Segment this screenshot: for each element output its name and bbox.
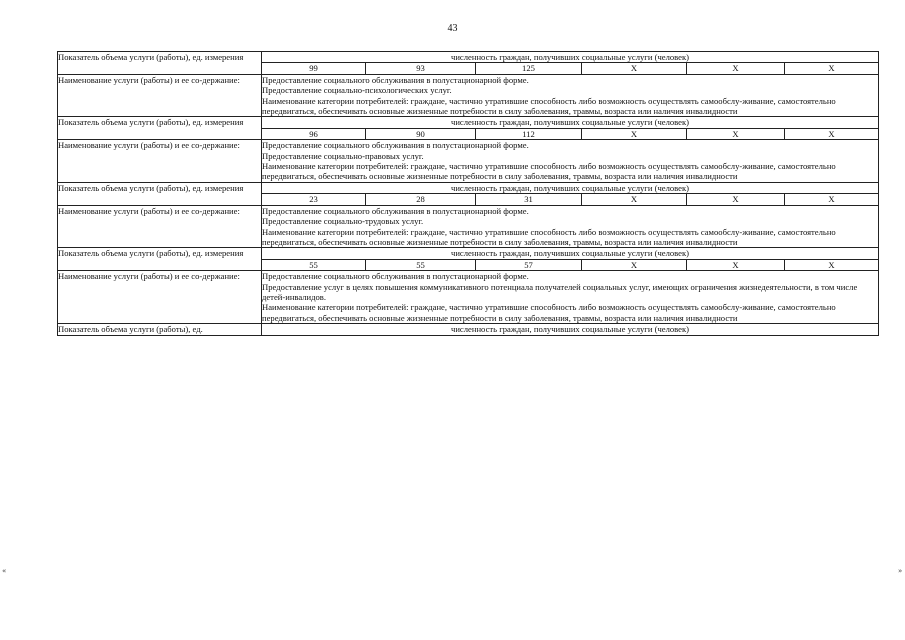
value-cell: 96 — [262, 128, 366, 139]
service-label: Наименование услуги (работы) и ее со-держание: — [58, 271, 262, 324]
description-line: Предоставление социально-психологических услуг. — [262, 85, 452, 96]
value-cell: Х — [582, 63, 687, 74]
value-cell: Х — [785, 194, 879, 205]
value-cell: 90 — [366, 128, 476, 139]
description-line: Предоставление услуг в целях повышения коммуникативного потенциала получателей социальных услуг, имеющих ограничения жизнедеятельности, в том числе детей-инвалидов. — [262, 281, 858, 302]
value-cell: 31 — [476, 194, 582, 205]
value-cell: 99 — [262, 63, 366, 74]
indicator-row — [58, 182, 879, 193]
measure-header: численность граждан, получивших социальные услуги (человек) — [262, 324, 879, 335]
indicator-label: Показатель объема услуги (работы), ед. — [58, 324, 262, 335]
description-line: Наименование категории потребителей: граждане, частично утратившие способность либо возможность осуществлять самообслу-живание, самостоятельно передвигаться, обеспечивать основные жизненные потребности в силу заболевания, травмы, возраста или наличия инвалидности — [262, 161, 836, 182]
value-cell: Х — [785, 63, 879, 74]
value-cell: Х — [687, 194, 785, 205]
value-cell: Х — [687, 63, 785, 74]
indicator-label: Показатель объема услуги (работы), ед. измерения — [58, 52, 262, 75]
indicator-row — [58, 248, 879, 259]
indicator-row — [58, 117, 879, 128]
value-cell: 125 — [476, 63, 582, 74]
service-label: Наименование услуги (работы) и ее со-держание: — [58, 74, 262, 117]
measure-header: численность граждан, получивших социальные услуги (человек) — [262, 182, 879, 193]
description-line: Предоставление социального обслуживания в полустационарной форме. — [262, 271, 529, 282]
service-row — [58, 205, 879, 248]
indicator-label: Показатель объема услуги (работы), ед. измерения — [58, 117, 262, 140]
measure-header: численность граждан, получивших социальные услуги (человек) — [262, 52, 879, 63]
description-line: Предоставление социального обслуживания в полустационарной форме. — [262, 205, 529, 216]
indicator-row — [58, 324, 879, 335]
measure-header: численность граждан, получивших социальные услуги (человек) — [262, 248, 879, 259]
edge-mark-left: « — [2, 567, 7, 575]
edge-mark-right: » — [898, 567, 903, 575]
service-label: Наименование услуги (работы) и ее со-держание: — [58, 140, 262, 183]
value-cell: Х — [582, 194, 687, 205]
description-line: Наименование категории потребителей: граждане, частично утратившие способность либо возможность осуществлять самообслу-живание, самостоятельно передвигаться, обеспечивать основные жизненные потребности в силу заболевания, травмы, возраста или наличия инвалидности — [262, 226, 836, 247]
indicator-label: Показатель объема услуги (работы), ед. измерения — [58, 182, 262, 205]
indicator-row — [58, 52, 879, 63]
description-line: Предоставление социального обслуживания в полустационарной форме. — [262, 74, 529, 85]
description-line: Предоставление социального обслуживания в полустационарной форме. — [262, 140, 529, 151]
value-cell: 112 — [476, 128, 582, 139]
description-line: Наименование категории потребителей: граждане, частично утратившие способность либо возможность осуществлять самообслу-живание, самостоятельно передвигаться, обеспечивать основные жизненные потребности в силу заболевания, травмы, возраста или наличия инвалидности — [262, 95, 836, 117]
value-cell: Х — [687, 259, 785, 270]
service-description — [262, 140, 879, 183]
service-row — [58, 74, 879, 117]
value-cell: 93 — [366, 63, 476, 74]
page-number: 43 — [447, 23, 458, 34]
value-cell: 28 — [366, 194, 476, 205]
value-cell: 23 — [262, 194, 366, 205]
value-cell: 57 — [476, 259, 582, 270]
indicator-label: Показатель объема услуги (работы), ед. измерения — [58, 248, 262, 271]
value-cell: 55 — [262, 259, 366, 270]
value-cell: Х — [582, 128, 687, 139]
service-description — [262, 271, 879, 324]
service-description — [262, 74, 879, 117]
value-cell: 55 — [366, 259, 476, 270]
value-cell: Х — [582, 259, 687, 270]
measure-header: численность граждан, получивших социальные услуги (человек) — [262, 117, 879, 128]
service-row — [58, 140, 879, 183]
service-volume-table — [57, 51, 879, 336]
value-cell: Х — [785, 128, 879, 139]
value-cell: Х — [785, 259, 879, 270]
value-cell: Х — [687, 128, 785, 139]
description-line: Наименование категории потребителей: граждане, частично утратившие способность либо возможность осуществлять самообслу-живание, самостоятельно передвигаться, обеспечивать основные жизненные потребности в силу заболевания, травмы, возраста или наличия инвалидности — [262, 302, 836, 323]
description-line: Предоставление социально-правовых услуг. — [262, 150, 424, 161]
service-description — [262, 205, 879, 248]
service-label: Наименование услуги (работы) и ее со-держание: — [58, 205, 262, 248]
service-row — [58, 271, 879, 324]
description-line: Предоставление социально-трудовых услуг. — [262, 216, 424, 227]
